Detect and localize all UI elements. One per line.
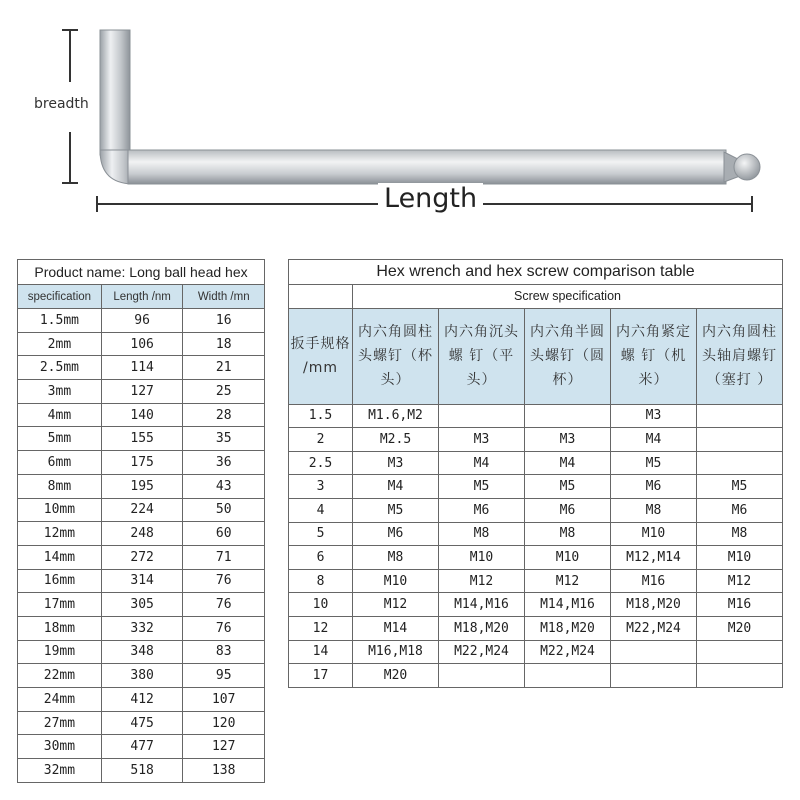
table-cell: M14,M16 [525, 593, 611, 617]
table-cell: M5 [353, 498, 439, 522]
table-header-row [18, 285, 265, 309]
table-cell: 19mm [18, 640, 102, 664]
table-row [289, 664, 783, 688]
table-cell: M4 [439, 451, 525, 475]
table-cell: M6 [611, 475, 697, 499]
table-cell: 155 [101, 427, 183, 451]
table-cell: 14 [289, 640, 353, 664]
table-cell: 43 [183, 474, 265, 498]
table-cell: M10 [611, 522, 697, 546]
table-cell: 2 [289, 428, 353, 452]
table-cell: 60 [183, 522, 265, 546]
column-header-width: Width /mn [183, 285, 265, 309]
column-header-shoulder: 内六角圆柱头轴肩螺钉（塞打 ） [697, 308, 783, 404]
table-cell: 21 [183, 356, 265, 380]
table-cell: 76 [183, 593, 265, 617]
screw-specification-subtitle: Screw specification [353, 285, 783, 309]
table-cell: 224 [101, 498, 183, 522]
table-cell: M5 [439, 475, 525, 499]
table-cell: M6 [697, 498, 783, 522]
table-cell: M18,M20 [611, 593, 697, 617]
table-cell: 380 [101, 664, 183, 688]
table-cell: M5 [611, 451, 697, 475]
table-cell: M18,M20 [525, 616, 611, 640]
table-cell: 22mm [18, 664, 102, 688]
table-cell [697, 451, 783, 475]
table-row [18, 380, 265, 404]
comparison-header-row [289, 308, 783, 404]
table-cell: 18 [183, 332, 265, 356]
table-row [289, 640, 783, 664]
table-cell: M20 [353, 664, 439, 688]
table-cell: M14 [353, 616, 439, 640]
table-row [18, 545, 265, 569]
table-cell: M22,M24 [611, 616, 697, 640]
table-cell: 314 [101, 569, 183, 593]
table-cell: 95 [183, 664, 265, 688]
table-cell: 12mm [18, 522, 102, 546]
table-cell: 518 [101, 759, 183, 783]
table-cell: 107 [183, 688, 265, 712]
table-cell: M12 [525, 569, 611, 593]
column-header-set-screw: 内六角紧定 螺 钉（机米） [611, 308, 697, 404]
table-cell: 25 [183, 380, 265, 404]
table-cell: 27mm [18, 711, 102, 735]
table-cell: M14,M16 [439, 593, 525, 617]
table-cell: M12,M14 [611, 546, 697, 570]
length-dimension-cap-left [96, 196, 98, 212]
table-cell: M5 [525, 475, 611, 499]
table-cell: M5 [697, 475, 783, 499]
table-row [18, 569, 265, 593]
table-cell: M16 [697, 593, 783, 617]
table-cell: M3 [439, 428, 525, 452]
table-cell: 35 [183, 427, 265, 451]
table-cell: M16 [611, 569, 697, 593]
table-cell: 14mm [18, 545, 102, 569]
table-cell: M10 [353, 569, 439, 593]
table-cell: 475 [101, 711, 183, 735]
table-cell: 76 [183, 616, 265, 640]
table-row [18, 332, 265, 356]
table-cell: 175 [101, 451, 183, 475]
breadth-dimension-cap-top [62, 29, 78, 31]
column-header-button-head: 内六角半圆头螺钉（圆杯） [525, 308, 611, 404]
table-row [289, 498, 783, 522]
table-cell: 138 [183, 759, 265, 783]
table-row [18, 735, 265, 759]
table-cell: 83 [183, 640, 265, 664]
table-row [18, 640, 265, 664]
table-cell [697, 664, 783, 688]
hex-comparison-table [288, 259, 783, 688]
table-cell: 2.5 [289, 451, 353, 475]
table-cell: 71 [183, 545, 265, 569]
table-cell [439, 664, 525, 688]
column-header-countersunk: 内六角沉头 螺 钉（平头） [439, 308, 525, 404]
table-cell: M8 [353, 546, 439, 570]
table-cell: M4 [611, 428, 697, 452]
table-cell [697, 640, 783, 664]
table-cell: 6mm [18, 451, 102, 475]
table-cell: M16,M18 [353, 640, 439, 664]
table-cell: 195 [101, 474, 183, 498]
table-cell: 17mm [18, 593, 102, 617]
table-row [18, 522, 265, 546]
table-cell: 30mm [18, 735, 102, 759]
table-row [289, 546, 783, 570]
table-row [289, 569, 783, 593]
table-row [18, 688, 265, 712]
breadth-dimension-cap-bottom [62, 182, 78, 184]
table-row [18, 498, 265, 522]
table-cell: M8 [611, 498, 697, 522]
table-cell: 272 [101, 545, 183, 569]
table-cell: 36 [183, 451, 265, 475]
table-cell: 140 [101, 403, 183, 427]
table-cell: 3 [289, 475, 353, 499]
table-cell: M12 [439, 569, 525, 593]
table-cell: M3 [353, 451, 439, 475]
table-cell: M22,M24 [525, 640, 611, 664]
table-cell: 1.5mm [18, 309, 102, 333]
table-cell: 127 [183, 735, 265, 759]
table-row [289, 475, 783, 499]
table-cell: M6 [525, 498, 611, 522]
table-cell: 5mm [18, 427, 102, 451]
table-cell: M8 [439, 522, 525, 546]
table-cell: 305 [101, 593, 183, 617]
table-cell: M10 [525, 546, 611, 570]
table-cell: 32mm [18, 759, 102, 783]
table-cell: M3 [611, 404, 697, 428]
table-cell: 332 [101, 616, 183, 640]
table-row [18, 309, 265, 333]
table-cell [525, 664, 611, 688]
table-cell [611, 664, 697, 688]
wrench-size-table [17, 259, 265, 783]
table-row [289, 451, 783, 475]
column-header-length: Length /nm [101, 285, 183, 309]
table-cell: 2.5mm [18, 356, 102, 380]
table-cell: 8 [289, 569, 353, 593]
table-cell [525, 404, 611, 428]
table-cell: 477 [101, 735, 183, 759]
table-cell: 127 [101, 380, 183, 404]
table-cell: 114 [101, 356, 183, 380]
table-cell [611, 640, 697, 664]
product-name-title: Product name: Long ball head hex [18, 260, 265, 285]
table-cell: M12 [353, 593, 439, 617]
table-cell: M10 [697, 546, 783, 570]
table-cell: M6 [353, 522, 439, 546]
table-cell: 120 [183, 711, 265, 735]
table-cell: 17 [289, 664, 353, 688]
table-cell: 348 [101, 640, 183, 664]
table-cell: M3 [525, 428, 611, 452]
table-cell: M22,M24 [439, 640, 525, 664]
table-cell: M1.6,M2 [353, 404, 439, 428]
table-cell: M8 [697, 522, 783, 546]
table-cell: M4 [353, 475, 439, 499]
table-cell: M12 [697, 569, 783, 593]
table-row [18, 403, 265, 427]
column-header-socket-cap: 内六角圆柱头螺钉（杯头） [353, 308, 439, 404]
table-row [18, 356, 265, 380]
breadth-label: breadth [34, 96, 89, 112]
table-cell: 16 [183, 309, 265, 333]
table-row [289, 404, 783, 428]
table-cell: 50 [183, 498, 265, 522]
table-cell: 106 [101, 332, 183, 356]
table-cell: 8mm [18, 474, 102, 498]
table-cell: M18,M20 [439, 616, 525, 640]
wrench-illustration [0, 0, 800, 230]
table-row [18, 474, 265, 498]
table-row [289, 616, 783, 640]
table-row [18, 427, 265, 451]
table-cell [697, 404, 783, 428]
table-row [18, 664, 265, 688]
table-row [289, 593, 783, 617]
table-cell: 16mm [18, 569, 102, 593]
table-cell [439, 404, 525, 428]
table-row [18, 711, 265, 735]
column-header-wrench-size: 扳手规格 /mm [289, 308, 353, 404]
table-cell: 12 [289, 616, 353, 640]
table-row [18, 616, 265, 640]
table-cell: 3mm [18, 380, 102, 404]
table-cell: M10 [439, 546, 525, 570]
table-cell: 6 [289, 546, 353, 570]
table-cell [697, 428, 783, 452]
comparison-table-title: Hex wrench and hex screw comparison table [289, 260, 783, 285]
table-row [289, 522, 783, 546]
length-label: Length [378, 183, 483, 214]
table-cell: 412 [101, 688, 183, 712]
table-cell: M8 [525, 522, 611, 546]
table-cell: 18mm [18, 616, 102, 640]
table-cell: 96 [101, 309, 183, 333]
table-cell: 248 [101, 522, 183, 546]
table-cell: 76 [183, 569, 265, 593]
table-cell: 28 [183, 403, 265, 427]
column-header-specification: specification [18, 285, 102, 309]
table-cell: 10mm [18, 498, 102, 522]
table-row [289, 428, 783, 452]
table-cell: 4 [289, 498, 353, 522]
length-dimension-cap-right [751, 196, 753, 212]
table-cell: M20 [697, 616, 783, 640]
table-cell: 10 [289, 593, 353, 617]
table-cell: 2mm [18, 332, 102, 356]
table-cell: 4mm [18, 403, 102, 427]
table-row [18, 451, 265, 475]
table-cell: 5 [289, 522, 353, 546]
subtitle-spacer-cell [289, 285, 353, 309]
table-cell: M6 [439, 498, 525, 522]
table-cell: M4 [525, 451, 611, 475]
table-cell: M2.5 [353, 428, 439, 452]
table-cell: 24mm [18, 688, 102, 712]
table-row [18, 593, 265, 617]
table-cell: 1.5 [289, 404, 353, 428]
table-row [18, 759, 265, 783]
